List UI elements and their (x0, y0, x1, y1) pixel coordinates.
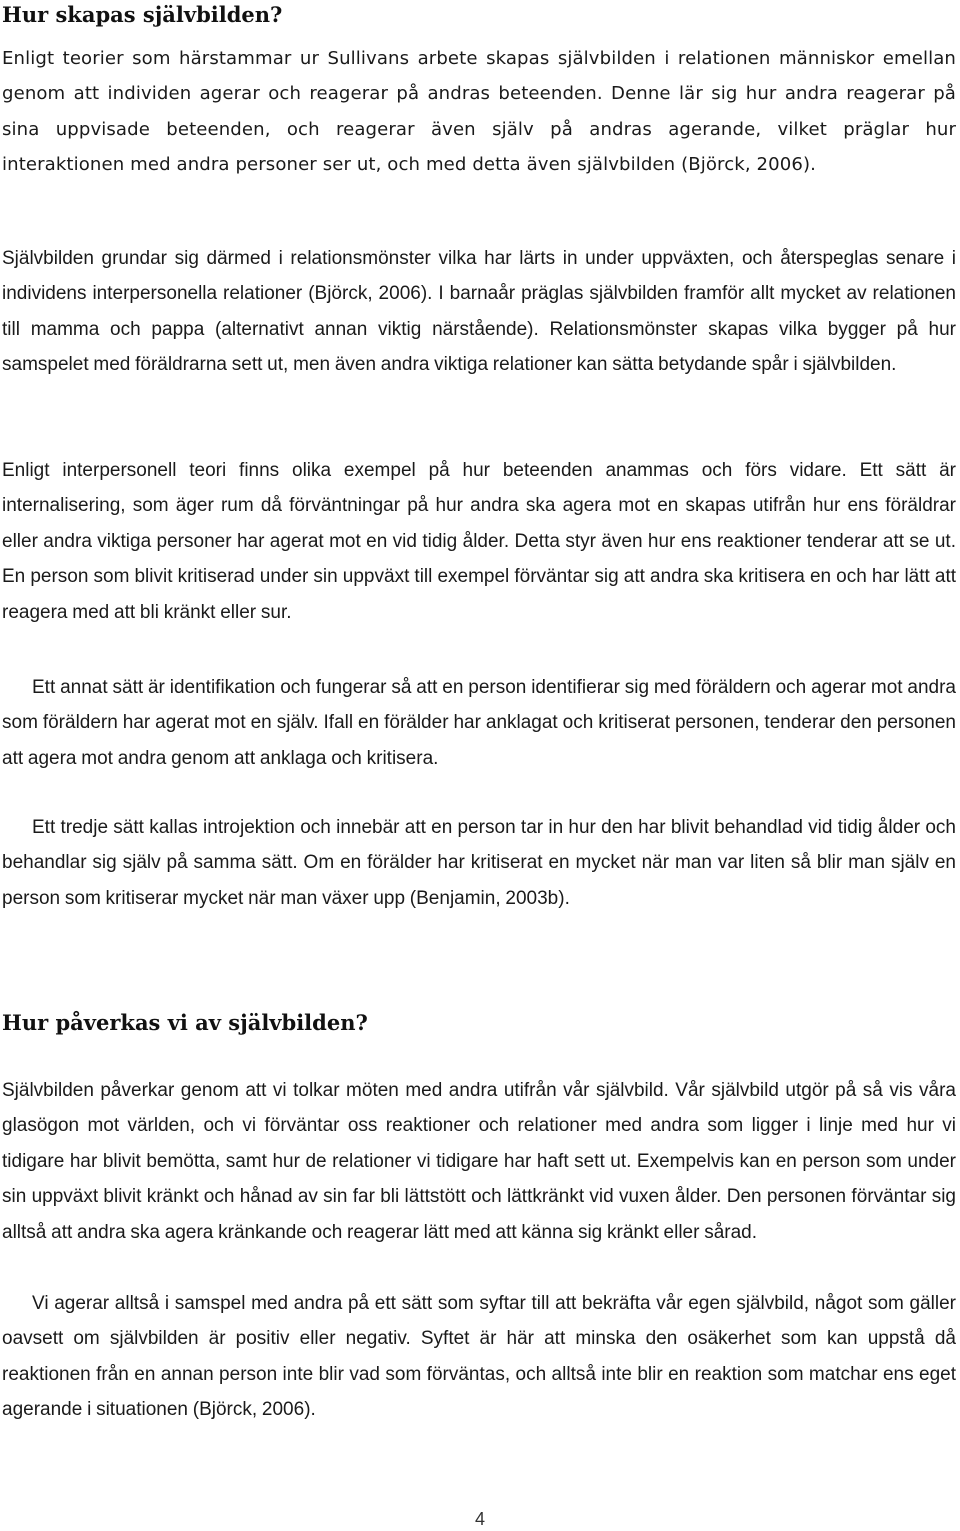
section-heading-self-image-influence: Hur påverkas vi av självbilden? (2, 1010, 368, 1035)
paragraph-introjection: Ett tredje sätt kallas introjektion och innebär att en person tar in hur den har blivit behandlad vid tidig ålder och behandlar sig själv på samma sätt. Om en förälder har kritiserat en mycket när man var liten så blir man själv en person som kritiserar mycket när man växer upp (Benjamin, 2003b). (2, 817, 956, 909)
paragraph-relationship-patterns: Självbilden grundar sig därmed i relationsmönster vilka har lärts in under uppväxten, och återspeglas senare i individens interpersonella relationer (Björck, 2006). I barnaår präglas självbilden framför allt mycket av relationen till mamma och pappa (alternativt annan viktig närstående). Relationsmönster skapas vilka bygger på hur samspelet med föräldrarna sett ut, men även andra viktiga relationer kan sätta betydande spår i självbilden. (2, 248, 956, 376)
page-number: 4 (474, 1509, 485, 1529)
paragraph-sullivan-theory: Enligt teorier som härstammar ur Sullivans arbete skapas självbilden i relationen människor emellan genom att individen agerar och reagerar på andras beteenden. Denne lär sig hur andra reagerar på sina uppvisade beteenden, och reagerar även själv på andras agerande, vilket präglar hur interaktionen med andra personer ser ut, och med detta även självbilden (Björck, 2006). (2, 48, 956, 176)
paragraph-identification: Ett annat sätt är identifikation och fungerar så att en person identifierar sig med föräldern och agerar mot andra som föräldern har agerat mot en själv. Ifall en förälder har anklagat och kritiserat personen, tenderar den personen att agera mot andra genom att anklaga och kritisera. (2, 677, 956, 769)
paragraph-internalization: Enligt interpersonell teori finns olika exempel på hur beteenden anammas och förs vidare. Ett sätt är internalisering, som äger rum då förväntningar på hur andra ska agera mot en skapas utifrån hur ens föräldrar eller andra viktiga personer har agerat mot en vid tidig ålder. Detta styr även hur ens reaktioner tenderar att se ut. En person som blivit kritiserad under sin uppväxt till exempel förväntar sig att andra ska kritisera en och har lätt att reagera med att bli kränkt eller sur. (2, 460, 956, 623)
section-heading-self-image-formation: Hur skapas självbilden? (2, 2, 283, 27)
paragraph-self-image-influence: Självbilden påverkar genom att vi tolkar möten med andra utifrån vår självbild. Vår självbild utgör på så vis våra glasögon mot världen, och vi förväntar oss reaktioner och relationer med andra som ligger i linje med hur vi tidigare har blivit bemötta, samt hur de relationer vi tidigare har haft sett ut. Exempelvis kan en person som under sin uppväxt blivit kränkt och hånad av sin far bli lättstött och lättkränkt vid vuxen ålder. Den personen förväntar sig alltså att andra ska agera kränkande och reagerar lätt med att känna sig kränkt eller sårad. (2, 1080, 956, 1243)
paragraph-confirming-self-image: Vi agerar alltså i samspel med andra på ett sätt som syftar till att bekräfta vår egen självbild, något som gäller oavsett om självbilden är positiv eller negativ. Syftet är här att minska den osäkerhet som kan uppstå då reaktionen från en annan person inte blir vad som förväntas, och alltså inte blir en reaktion som matchar ens eget agerande i situationen (Björck, 2006). (2, 1293, 956, 1421)
